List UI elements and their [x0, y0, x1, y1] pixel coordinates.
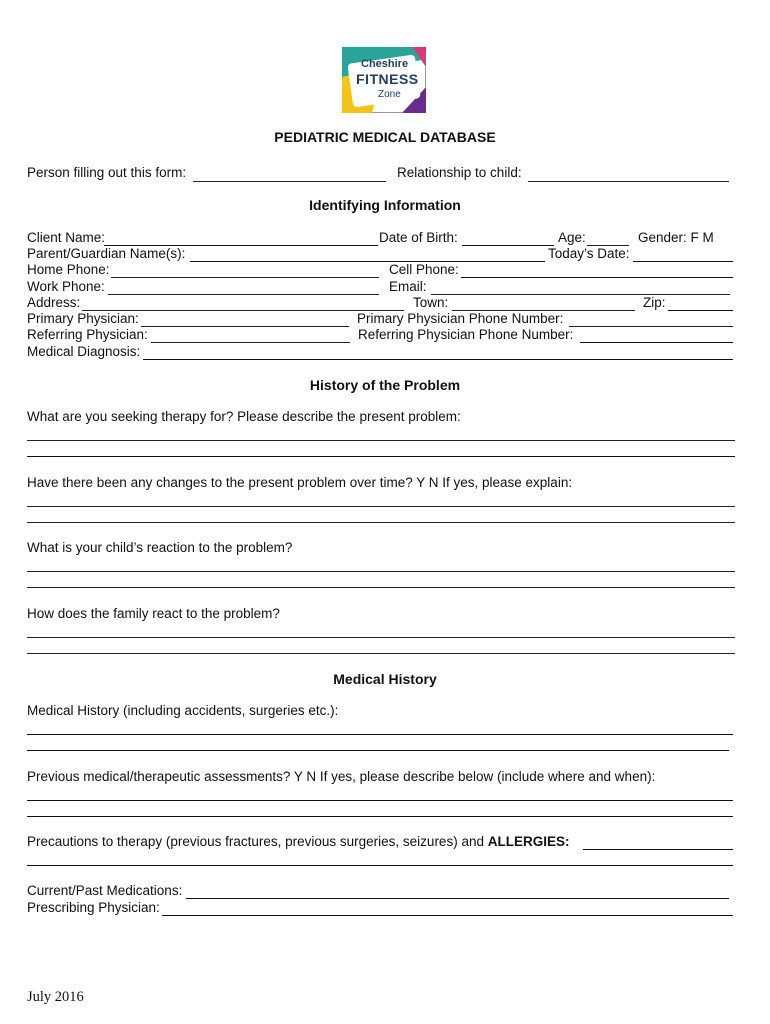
zip-field[interactable] — [668, 310, 733, 311]
allergies-field[interactable] — [583, 849, 733, 850]
prescribing-physician-label: Prescribing Physician: — [27, 900, 160, 915]
seeking-therapy-line-1[interactable] — [27, 440, 735, 441]
town-label: Town: — [413, 295, 449, 310]
family-reaction-question: How does the family react to the problem? — [27, 606, 280, 621]
cell-phone-field[interactable] — [461, 277, 733, 278]
assessments-question: Previous medical/therapeutic assessments? Y N If yes, please describe below (include where and when): — [27, 769, 656, 784]
home-phone-field[interactable] — [111, 277, 379, 278]
child-reaction-question: What is your child’s reaction to the problem? — [27, 540, 293, 555]
changes-line-2[interactable] — [27, 522, 735, 523]
client-name-label: Client Name: — [27, 230, 106, 245]
address-label: Address: — [27, 295, 81, 310]
medications-field[interactable] — [186, 898, 729, 899]
work-phone-field[interactable] — [108, 294, 379, 295]
seeking-therapy-question: What are you seeking therapy for? Please describe the present problem: — [27, 409, 461, 424]
age-label: Age: — [558, 230, 586, 245]
primary-physician-field[interactable] — [141, 326, 349, 327]
primary-phone-field[interactable] — [569, 326, 733, 327]
child-reaction-line-2[interactable] — [27, 587, 735, 588]
logo-line2: FITNESS — [356, 71, 419, 87]
home-phone-label: Home Phone: — [27, 262, 110, 277]
diagnosis-field[interactable] — [143, 359, 733, 360]
today-field[interactable] — [633, 261, 733, 262]
prescribing-physician-field[interactable] — [162, 915, 733, 916]
medical-history-line-1[interactable] — [27, 734, 733, 735]
logo-line1: Cheshire — [361, 58, 409, 70]
dob-label: Date of Birth: — [379, 230, 458, 245]
relationship-field[interactable] — [528, 181, 729, 182]
child-reaction-line-1[interactable] — [27, 571, 735, 572]
person-filling-label: Person filling out this form: — [27, 165, 187, 180]
referring-phone-label: Referring Physician Phone Number: — [358, 327, 574, 342]
referring-physician-label: Referring Physician: — [27, 327, 148, 342]
parent-field[interactable] — [190, 261, 545, 262]
assessments-line-2[interactable] — [27, 816, 733, 817]
primary-physician-label: Primary Physician: — [27, 311, 139, 326]
person-filling-field[interactable] — [193, 181, 386, 182]
today-label: Today’s Date: — [548, 246, 630, 261]
assessments-line-1[interactable] — [27, 800, 733, 801]
primary-phone-label: Primary Physician Phone Number: — [357, 311, 564, 326]
form-title: PEDIATRIC MEDICAL DATABASE — [274, 129, 496, 145]
family-reaction-line-1[interactable] — [27, 637, 735, 638]
changes-question: Have there been any changes to the present problem over time? Y N If yes, please explain: — [27, 475, 573, 490]
dob-field[interactable] — [462, 245, 554, 246]
footer-date: July 2016 — [27, 989, 84, 1005]
allergies-label: ALLERGIES: — [487, 834, 570, 849]
precautions-line[interactable] — [27, 865, 733, 866]
email-label: Email: — [389, 279, 427, 294]
relationship-label: Relationship to child: — [397, 165, 522, 180]
medications-label: Current/Past Medications: — [27, 883, 183, 898]
cell-phone-label: Cell Phone: — [389, 262, 459, 277]
changes-line-1[interactable] — [27, 506, 735, 507]
gender-label: Gender: F M — [638, 230, 714, 245]
work-phone-label: Work Phone: — [27, 279, 105, 294]
referring-physician-field[interactable] — [151, 342, 350, 343]
logo-line3: Zone — [378, 89, 401, 100]
medical-history-question: Medical History (including accidents, surgeries etc.): — [27, 703, 339, 718]
email-field[interactable] — [431, 294, 730, 295]
precautions-text: Precautions to therapy (previous fractures, previous surgeries, seizures) and — [27, 834, 484, 849]
seeking-therapy-line-2[interactable] — [27, 456, 735, 457]
zip-label: Zip: — [643, 295, 666, 310]
parent-label: Parent/Guardian Name(s): — [27, 246, 186, 261]
referring-phone-field[interactable] — [580, 342, 733, 343]
cheshire-fitness-zone-logo — [342, 47, 426, 113]
family-reaction-line-2[interactable] — [27, 653, 735, 654]
identifying-heading: Identifying Information — [309, 197, 461, 213]
history-problem-heading: History of the Problem — [309, 377, 461, 393]
diagnosis-label: Medical Diagnosis: — [27, 344, 141, 359]
medical-history-heading: Medical History — [333, 671, 437, 687]
medical-history-line-2[interactable] — [27, 750, 729, 751]
precautions-question — [27, 834, 570, 849]
